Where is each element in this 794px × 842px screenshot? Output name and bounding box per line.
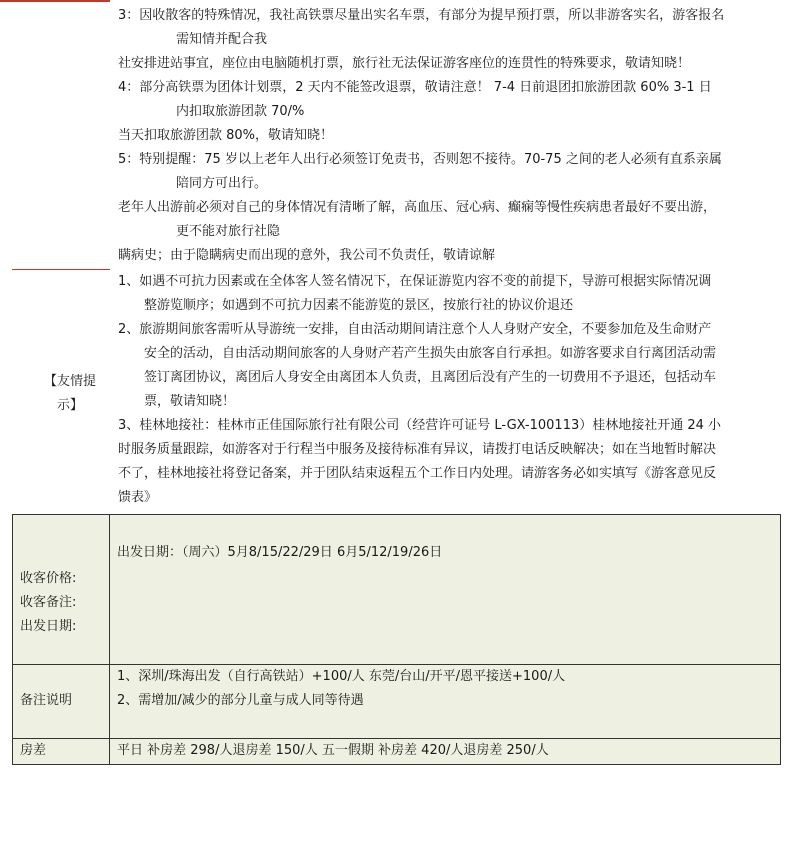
- note-line: 瞒病史；由于隐瞒病史而出现的意外，我公司不负责任，敬请谅解: [118, 248, 496, 263]
- friendly-tips-label-line2: 示】: [56, 398, 83, 413]
- departure-dates: 出发日期：（周六）5月8/15/22/29日 6月5/12/19/26日: [117, 545, 443, 560]
- friendly-tips: [118, 270, 784, 510]
- note-line: 老年人出游前必须对自己的身体情况有清晰了解，高血压、冠心病、癫痫等慢性疾病患者最好不要出游，: [118, 200, 717, 215]
- section-divider: [12, 269, 110, 270]
- tip-line: 不了，桂林地接社将登记备案，并于团队结束返程五个工作日内处理。请游客务必如实填写《游客意见反: [118, 466, 717, 481]
- note-line: 社安排进站事宜，座位由电脑随机打票，旅行社无法保证游客座位的连贯性的特殊要求，敬请知晓！: [118, 56, 691, 71]
- pricing-table: [12, 514, 781, 765]
- departure-label: 出发日期:: [20, 619, 77, 634]
- table-row: [13, 665, 781, 739]
- tip-line: 票，敬请知晓！: [144, 394, 236, 409]
- note-line: 需知情并配合我: [176, 32, 268, 47]
- note-line: 当天扣取旅游团款 80%，敬请知晓！: [118, 128, 334, 143]
- note-line: 陪同方可出行。: [176, 176, 268, 191]
- table-row: [13, 515, 781, 665]
- note-line: 3：因收散客的特殊情况，我社高铁票尽量出实名车票，有部分为提早预打票，所以非游客实名，游客报名: [118, 8, 725, 23]
- price-labels-cell: [13, 515, 110, 665]
- tip-line: 1、如遇不可抗力因素或在全体客人签名情况下，在保证游览内容不变的前提下，导游可根据实际情况调: [118, 274, 712, 289]
- booking-notes: [118, 4, 784, 268]
- note-line: 5：特别提醒：75 岁以上老年人出行必须签订免责书，否则恕不接待。70-75 之间的老人必须有直系亲属: [118, 152, 722, 167]
- tip-line: 时服务质量跟踪，如游客对于行程当中服务及接待标准有异议，请拨打电话反映解决；如在当地暂时解决: [118, 442, 717, 457]
- remarks-cell: [110, 665, 781, 739]
- note-line: 4：部分高铁票为团体计划票，2 天内不能签改退票，敬请注意！ 7-4 日前退团扣旅游团款 60% 3-1 日: [118, 80, 712, 95]
- remark-line: 1、深圳/珠海出发（自行高铁站）+100/人 东莞/台山/开平/恩平接送+100/人: [117, 669, 566, 684]
- tip-line: 签订离团协议，离团后人身安全由离团本人负责，且离团后没有产生的一切费用不予退还，包括动车: [144, 370, 717, 385]
- tip-line: 2、旅游期间旅客需听从导游统一安排，自由活动期间请注意个人人身财产安全，不要参加危及生命财产: [118, 322, 712, 337]
- remarks-label-cell: 备注说明: [13, 665, 110, 739]
- top-divider: [0, 0, 110, 2]
- room-diff-label: 房差: [13, 739, 110, 765]
- note-line: 内扣取旅游团款 70/%: [176, 104, 305, 119]
- tip-line: 馈表》: [118, 490, 158, 505]
- tip-line: 3、桂林地接社：桂林市正佳国际旅行社有限公司（经营许可证号 L-GX-100113）桂林地接社开通 24 小: [118, 418, 722, 433]
- price-label: 收客价格:: [20, 571, 77, 586]
- tip-line: 安全的活动，自由活动期间旅客的人身财产若产生损失由旅客自行承担。如游客要求自行离团活动需: [144, 346, 717, 361]
- note-line: 更不能对旅行社隐: [176, 224, 281, 239]
- remark-line: 2、需增加/减少的部分儿童与成人同等待遇: [117, 693, 364, 708]
- departure-cell: [110, 515, 781, 665]
- friendly-tips-label-line1: 【友情提: [43, 374, 96, 389]
- table-row: [13, 739, 781, 765]
- room-diff-value: 平日 补房差 298/人退房差 150/人 五一假期 补房差 420/人退房差 250/人: [110, 739, 781, 765]
- friendly-tips-label: [40, 370, 100, 418]
- remark-label: 收客备注:: [20, 595, 77, 610]
- tip-line: 整游览顺序；如遇到不可抗力因素不能游览的景区，按旅行社的协议价退还: [144, 298, 574, 313]
